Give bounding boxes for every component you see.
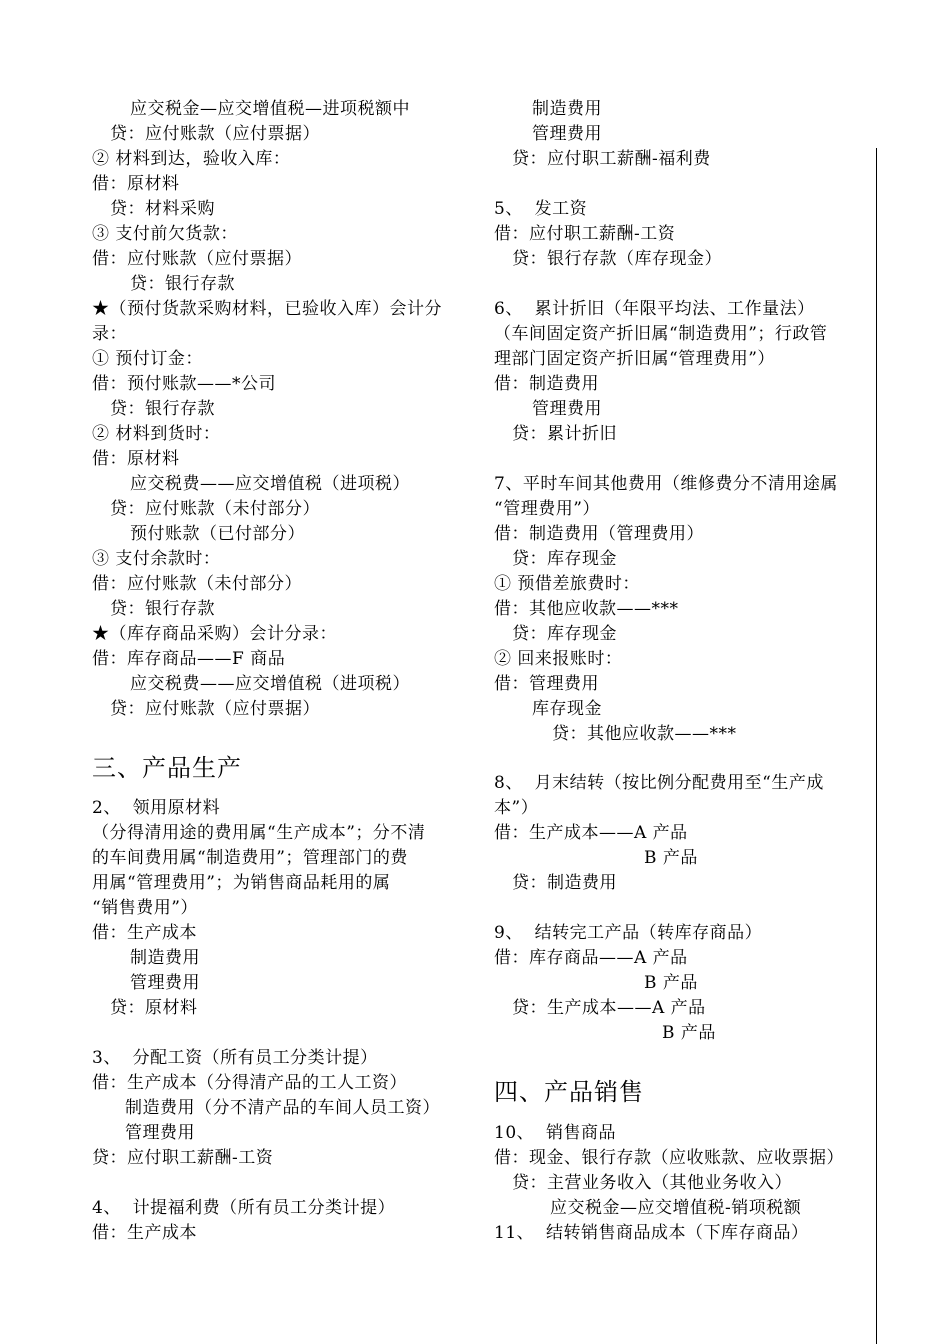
text-line: ② 回来报账时： [494,649,623,669]
text-line: 2、 领用原材料 [92,798,221,818]
text-line: 贷：制造费用 [512,873,617,893]
text-line: 借：生产成本 [92,923,197,943]
text-line: 贷：银行存款 [110,399,215,419]
text-line: 借：管理费用 [494,674,599,694]
text-line: 10、 销售商品 [494,1123,616,1143]
section-heading: 四、产品销售 [494,1078,644,1106]
text-line: 借：原材料 [92,449,180,469]
text-line: 借：库存商品——A 产品 [494,948,688,968]
text-line: 贷：应付职工薪酬-工资 [92,1148,274,1168]
text-line: 3、 分配工资（所有员工分类计提） [92,1048,378,1068]
text-line: 贷：库存现金 [512,624,617,644]
text-line: 制造费用（分不清产品的车间人员工资） [125,1098,440,1118]
section-heading: 三、产品生产 [92,754,242,782]
text-line: （分得清用途的费用属“生产成本”；分不清 [92,823,426,843]
text-line: 借：制造费用（管理费用） [494,524,704,544]
text-line: 4、 计提福利费（所有员工分类计提） [92,1198,396,1218]
text-line: “管理费用”） [494,499,600,519]
text-line: 借：生产成本 [92,1223,197,1243]
text-line: 制造费用 [130,948,200,968]
text-line: ★（库存商品采购）会计分录： [92,624,337,644]
text-line: 贷：库存现金 [512,549,617,569]
text-line: “销售费用”） [92,898,198,918]
text-line: 贷：应付职工薪酬-福利费 [512,149,711,169]
text-line: 借：原材料 [92,174,180,194]
text-line: 贷：其他应收款——*** [552,724,737,744]
text-line: 应交税金—应交增值税—进项税额中 [130,99,410,119]
text-line: 本”） [494,798,539,818]
text-line: 9、 结转完工产品（转库存商品） [494,923,763,943]
text-line: ★（预付货款采购材料，已验收入库）会计分 [92,299,442,319]
text-line: 管理费用 [130,973,200,993]
text-line: 借：制造费用 [494,374,599,394]
text-line: 管理费用 [125,1123,195,1143]
text-line: B 产品 [644,973,698,993]
text-line: 借：生产成本——A 产品 [494,823,688,843]
text-line: 5、 发工资 [494,199,588,219]
text-line: ③ 支付余款时： [92,549,221,569]
text-line: 管理费用 [532,399,602,419]
text-line: 管理费用 [532,124,602,144]
text-line: ② 材料到达，验收入库： [92,149,291,169]
text-line: 应交税费——应交增值税（进项税） [130,674,410,694]
vertical-rule [876,148,877,1344]
text-line: ② 材料到货时： [92,424,221,444]
text-line: 借：应付职工薪酬-工资 [494,224,676,244]
text-line: 8、 月末结转（按比例分配费用至“生产成 [494,773,824,793]
text-line: B 产品 [644,848,698,868]
text-line: 贷：生产成本——A 产品 [512,998,706,1018]
text-line: 借：库存商品——F 商品 [92,649,286,669]
text-line: 贷：应付账款（未付部分） [110,499,320,519]
text-line: 预付账款（已付部分） [130,524,305,544]
text-line: 制造费用 [532,99,602,119]
text-line: 应交税费——应交增值税（进项税） [130,474,410,494]
text-line: 11、 结转销售商品成本（下库存商品） [494,1223,809,1243]
text-line: 6、 累计折旧（年限平均法、工作量法） [494,299,815,319]
text-line: 贷：累计折旧 [512,424,617,444]
text-line: 借：应付账款（应付票据） [92,249,302,269]
text-line: 用属“管理费用”；为销售商品耗用的属 [92,873,391,893]
text-line: 贷：应付账款（应付票据） [110,124,320,144]
text-line: 贷：原材料 [110,998,198,1018]
text-line: ① 预付订金： [92,349,203,369]
text-line: 借：现金、银行存款（应收账款、应收票据） [494,1148,844,1168]
text-line: 贷：材料采购 [110,199,215,219]
text-line: 贷：银行存款 [110,599,215,619]
text-line: 的车间费用属“制造费用”；管理部门的费 [92,848,408,868]
text-line: 贷：银行存款（库存现金） [512,249,722,269]
text-line: 借：其他应收款——*** [494,599,679,619]
text-line: 贷：应付账款（应付票据） [110,699,320,719]
text-line: 7、平时车间其他费用（维修费分不清用途属 [494,474,838,494]
text-line: 借：预付账款——*公司 [92,374,276,394]
text-line: 应交税金—应交增值税-销项税额 [550,1198,802,1218]
text-line: 借：生产成本（分得清产品的工人工资） [92,1073,407,1093]
text-line: 借：应付账款（未付部分） [92,574,302,594]
text-line: 贷：银行存款 [130,274,235,294]
text-line: 录： [92,324,127,344]
text-line: ① 预借差旅费时： [494,574,640,594]
text-line: 库存现金 [532,699,602,719]
text-line: 贷：主营业务收入（其他业务收入） [512,1173,792,1193]
text-line: B 产品 [662,1023,716,1043]
text-line: （车间固定资产折旧属“制造费用”；行政管 [494,324,828,344]
text-line: 理部门固定资产折旧属“管理费用”） [494,349,775,369]
text-line: ③ 支付前欠货款： [92,224,238,244]
